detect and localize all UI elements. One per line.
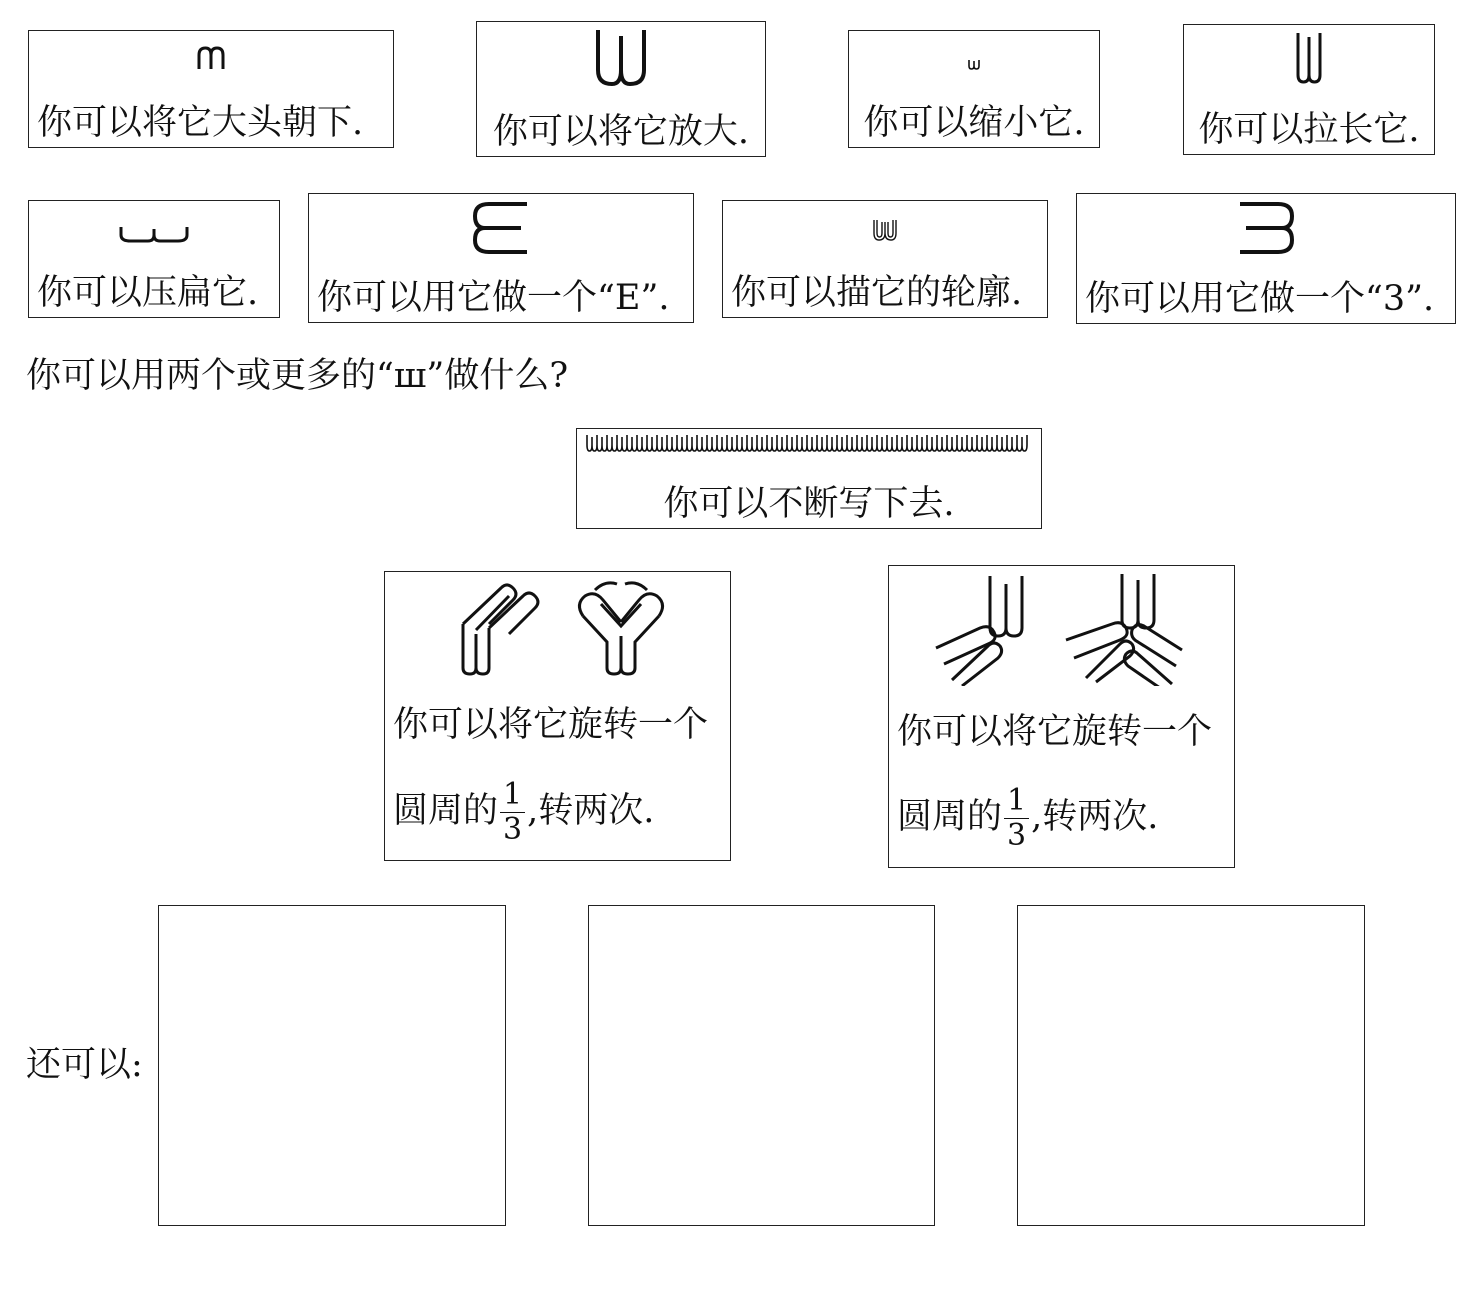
- w-glyph-flat-icon: [29, 225, 279, 245]
- w-glyph-upside-down-icon: [29, 45, 393, 71]
- box-upside-down: [28, 30, 394, 148]
- rotate-line-1: 你可以将它旋转一个: [897, 712, 1213, 752]
- caption: 你可以将它放大.: [492, 112, 750, 152]
- caption: 你可以用它做一个“E”.: [317, 278, 670, 318]
- box-rotate-1: [384, 571, 731, 861]
- w-glyph-rotated-2-icon: [889, 570, 1234, 686]
- box-continuous: [576, 428, 1042, 529]
- fraction-denominator: 3: [503, 812, 523, 847]
- caption: 你可以压扁它.: [37, 273, 259, 313]
- w-glyph-large-icon: [477, 28, 765, 90]
- w-glyph-repeated-icon: [577, 433, 1041, 455]
- fraction: [1004, 783, 1029, 853]
- more-label: 还可以:: [26, 1045, 143, 1085]
- rotate-line-2-suffix: ,转两次.: [527, 791, 655, 831]
- w-glyph-outline-icon: [723, 219, 1047, 243]
- caption: 你可以描它的轮廓.: [731, 273, 1023, 313]
- rotate-line-2-prefix: 圆周的: [897, 797, 1003, 837]
- box-outline: [722, 200, 1048, 318]
- w-glyph-rotated-1-icon: [385, 576, 730, 682]
- box-shrink: [848, 30, 1100, 148]
- fraction: [500, 777, 525, 847]
- rotate-line-2-suffix: ,转两次.: [1031, 797, 1159, 837]
- box-make-e: [308, 193, 694, 323]
- fraction-numerator: 1: [500, 780, 525, 813]
- w-glyph-e-icon: [309, 200, 693, 256]
- rotate-line-2: [393, 777, 655, 847]
- caption: 你可以将它大头朝下.: [37, 103, 364, 143]
- answer-box-2[interactable]: [588, 905, 935, 1226]
- box-rotate-2: [888, 565, 1235, 868]
- question-text: 你可以用两个或更多的“ш”做什么?: [26, 356, 569, 396]
- w-glyph-small-icon: [849, 59, 1099, 71]
- box-stretch: [1183, 24, 1435, 155]
- rotate-line-2-prefix: 圆周的: [393, 791, 499, 831]
- box-enlarge: [476, 21, 766, 157]
- answer-box-3[interactable]: [1017, 905, 1365, 1226]
- repeated-w-path: [587, 435, 1027, 451]
- caption: 你可以缩小它.: [863, 103, 1085, 143]
- fraction-numerator: 1: [1004, 786, 1029, 819]
- w-glyph-3-icon: [1077, 200, 1455, 256]
- caption: 你可以不断写下去.: [663, 484, 955, 524]
- w-glyph-tall-icon: [1184, 31, 1434, 85]
- box-make-3: [1076, 193, 1456, 324]
- fraction-denominator: 3: [1007, 818, 1027, 853]
- caption: 你可以拉长它.: [1198, 110, 1420, 150]
- caption: 你可以用它做一个“3”.: [1085, 279, 1435, 319]
- answer-box-1[interactable]: [158, 905, 506, 1226]
- rotate-line-2: [897, 783, 1159, 853]
- box-flatten: [28, 200, 280, 318]
- rotate-line-1: 你可以将它旋转一个: [393, 705, 709, 745]
